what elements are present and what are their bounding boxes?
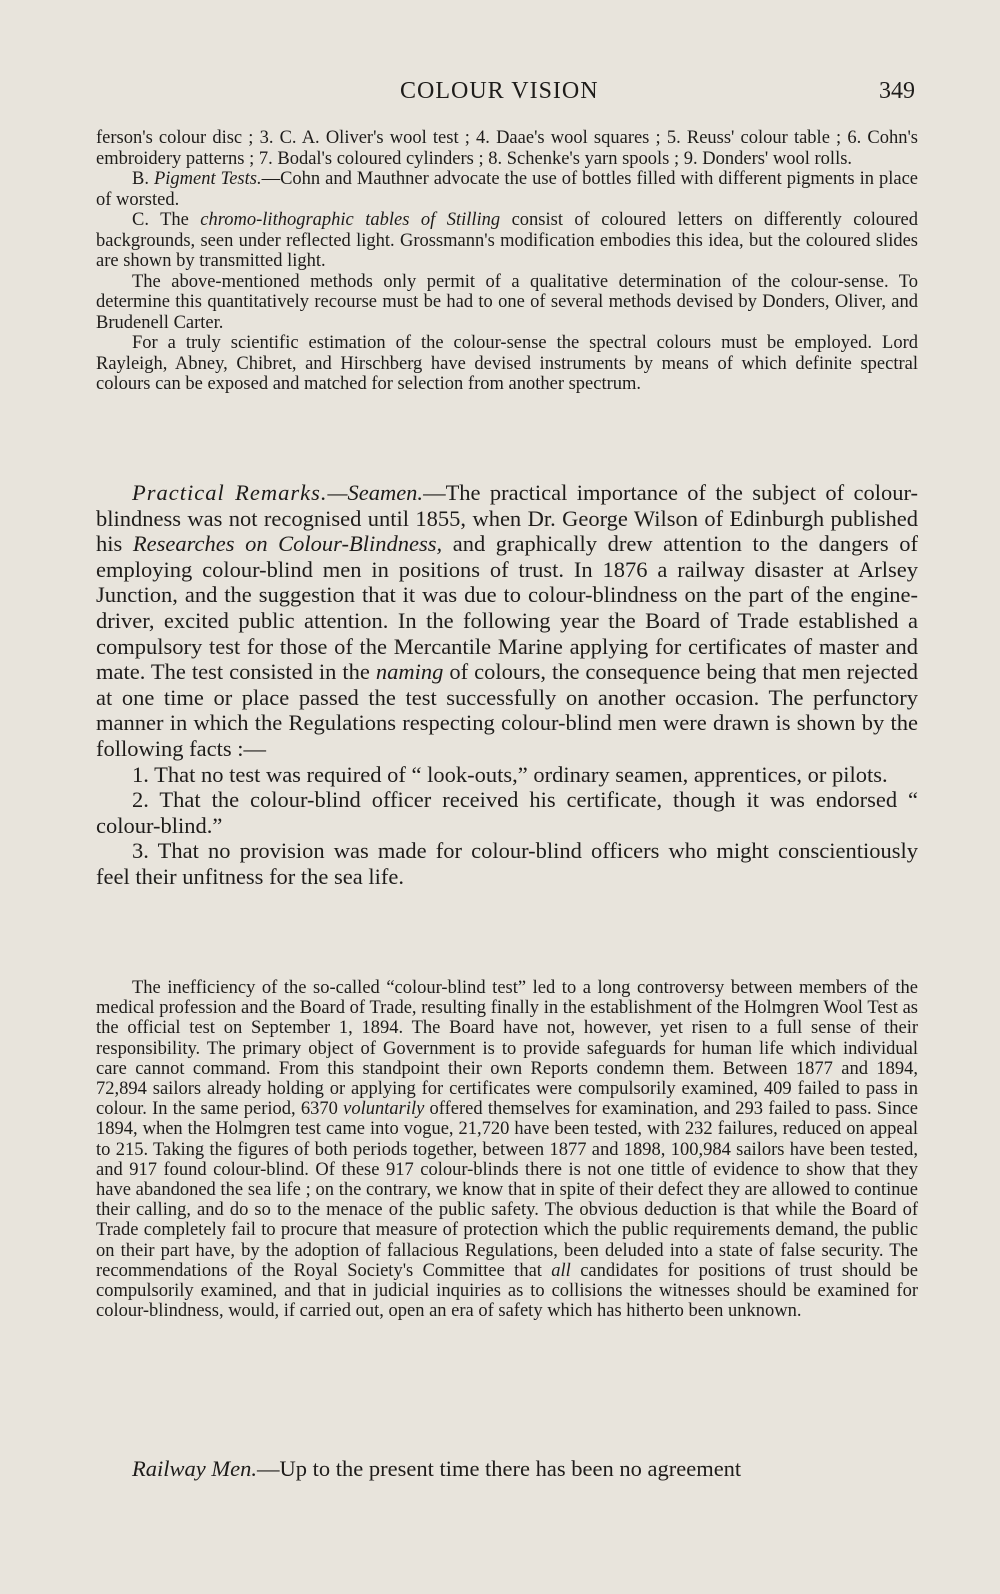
railway-men-section (96, 1456, 918, 1482)
section-heading: Practical Remarks. (132, 480, 328, 505)
quantitative-methods-paragraph: The above-mentioned methods only permit of a qualitative determination of the colour-sense. To determine this quantitatively recourse must be had to one of several methods devised by Donders, Oliver, and Brudenell Carter. (96, 271, 918, 333)
railway-heading: Railway Men. (132, 1456, 257, 1481)
railway-men-paragraph: Railway Men.—Up to the present time there has been no agreement (132, 1456, 742, 1481)
running-head (0, 78, 1000, 108)
methods-section (96, 128, 918, 395)
fact-item-3: 3. That no provision was made for colour-blind officers who might conscientiously feel their unfitness for the sea life. (96, 838, 918, 889)
seamen-paragraph: Practical Remarks.—Seamen.—The practical importance of the subject of colour-blindness was not recognised until 1855, when Dr. George Wilson of Edinburgh published his Researches on Colour-Blindness, and graphically drew attention to the dangers of employing colour-blind men in positions of trust. In 1876 a railway disaster at Arlsey Junction, and the suggestion that it was due to colour-blindness on the part of the engine-driver, excited public attention. In the following year the Board of Trade established a compulsory test for those of the Mercantile Marine applying for certificates of master and mate. The test consisted in the naming of colours, the consequence being that men rejected at one time or place passed the test successfully on another occasion. The perfunctory manner in which the Regulations respecting colour-blind men were drawn is shown by the following facts :— (96, 480, 918, 761)
spectral-colours-paragraph: For a truly scientific estimation of the colour-sense the spectral colours must be employed. Lord Rayleigh, Abney, Chibret, and Hirschberg have devised instruments by means of which definite spectral colours can be exposed and matched for selection from another spectrum. (96, 333, 918, 394)
pigment-tests-paragraph: B. Pigment Tests.—Cohn and Mauthner advocate the use of bottles filled with different pigments in place of worsted. (96, 169, 918, 210)
fact-item-2: 2. That the colour-blind officer received his certificate, though it was endorsed “ colour-blind.” (96, 787, 918, 838)
page-number: 349 (879, 78, 915, 104)
running-title: COLOUR VISION (400, 78, 599, 104)
fact-item-1: 1. That no test was required of “ look-outs,” ordinary seamen, apprentices, or pilots. (132, 761, 888, 787)
holmgren-section (96, 978, 918, 1321)
section-subheading: —Seamen. (327, 480, 424, 505)
stilling-tables-paragraph: C. The chromo-lithographic tables of Stilling consist of coloured letters on differently coloured backgrounds, seen under reflected light. Grossmann's modification embodies this idea, but the coloured slides are shown by transmitted light. (96, 210, 918, 271)
practical-remarks-section (96, 480, 918, 890)
controversy-paragraph: The inefficiency of the so-called “colour-blind test” led to a long controversy between members of the medical profession and the Board of Trade, resulting finally in the establishment of the Holmgren Wool Test as the official test on September 1, 1894. The Board have not, however, yet risen to a full sense of their responsibility. The primary object of Government is to provide safeguards for human life which individual care cannot command. From this standpoint their own Reports condemn them. Between 1877 and 1894, 72,894 sailors already holding or applying for certificates were compulsorily examined, 409 failed to pass in colour. In the same period, 6370 voluntarily offered themselves for examination, and 293 failed to pass. Since 1894, when the Holmgren test came into vogue, 21,720 have been tested, with 232 failures, reduced on appeal to 215. Taking the figures of both periods together, between 1877 and 1898, 100,984 sailors have been tested, and 917 found colour-blind. Of these 917 colour-blinds there is not one tittle of evidence to show that they have abandoned the sea life ; on the contrary, we know that in spite of their defect they are allowed to continue their calling, and do so to the menace of the public safety. The obvious deduction is that while the Board of Trade completely fail to procure that measure of protection which the public requirements demand, the public on their part have, by the adoption of fallacious Regulations, been deluded into a state of false security. The recommendations of the Royal Society's Committee that all candidates for positions of trust should be compulsorily examined, and that in judicial inquiries as to collisions the witnesses should be examined for colour-blindness, would, if carried out, open an era of safety which has hitherto been unknown. (96, 978, 919, 1322)
methods-list-continuation: ferson's colour disc ; 3. C. A. Oliver's wool test ; 4. Daae's wool squares ; 5. Reuss' colour table ; 6. Cohn's embroidery patterns ; 7. Bodal's coloured cylinders ; 8. Schenke's yarn spools ; 9. Donders' wool rolls. (96, 128, 918, 169)
